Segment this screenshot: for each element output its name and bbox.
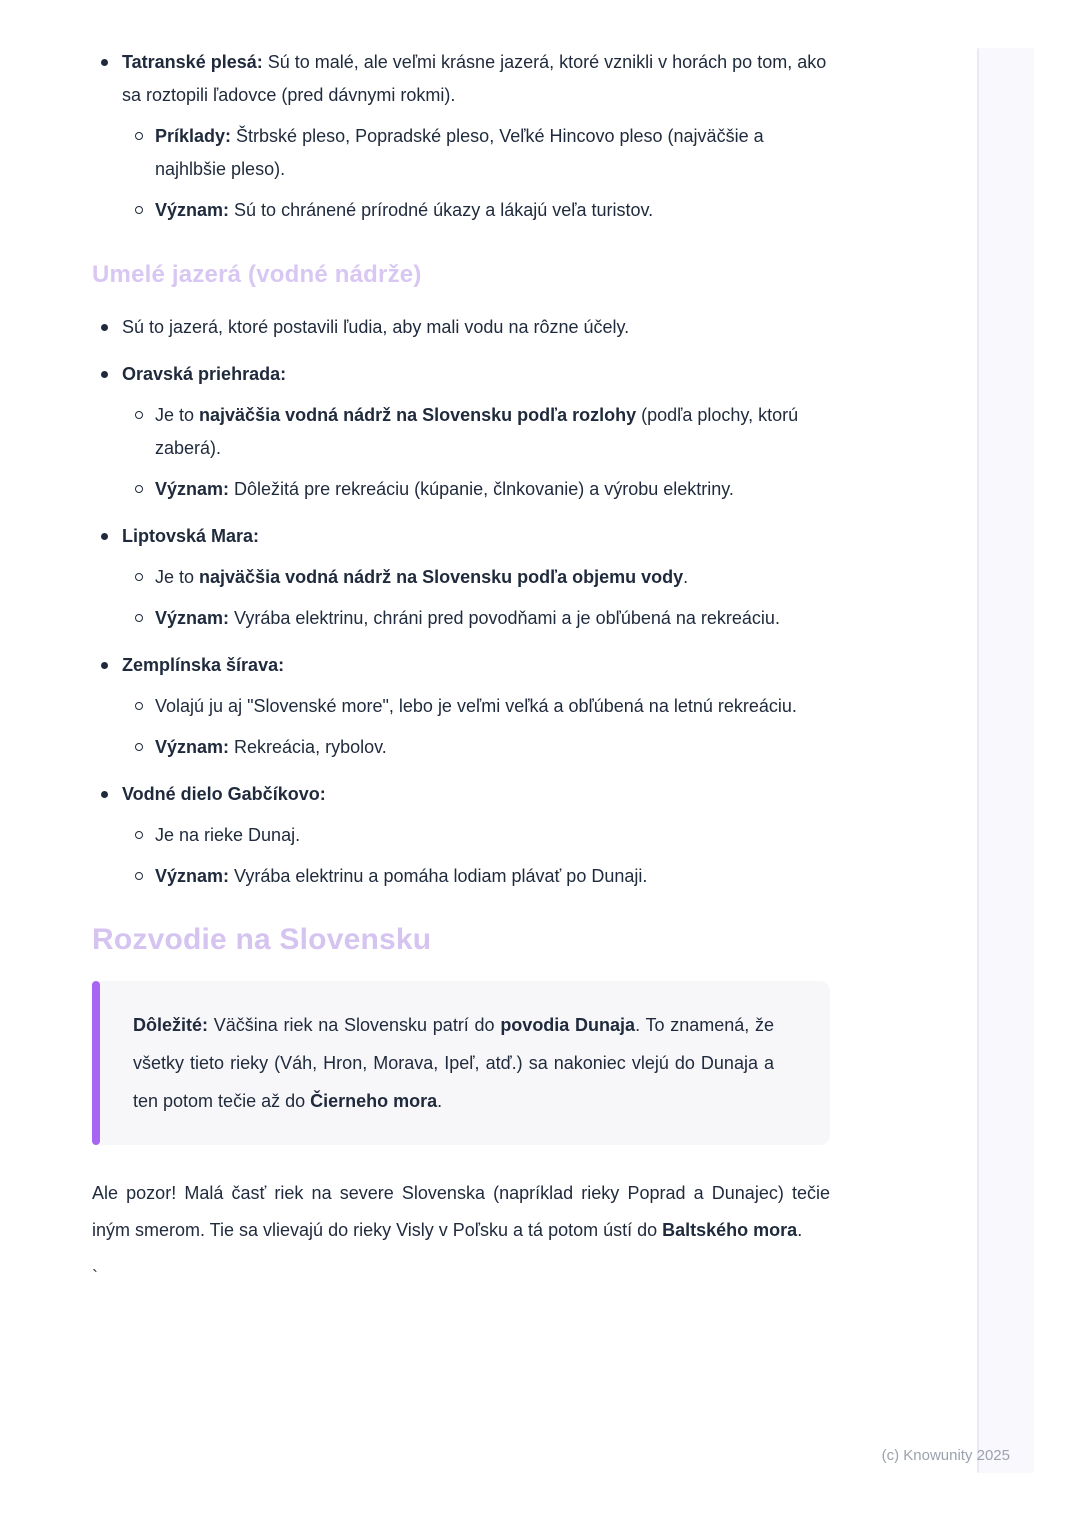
list-item <box>92 358 830 391</box>
page-edge-panel <box>977 48 1034 1473</box>
list-item-text <box>155 696 797 716</box>
list-item-text <box>155 126 764 179</box>
list-item-text <box>155 737 387 757</box>
bullet-disc-icon <box>101 59 108 66</box>
bullet-circle-icon <box>135 206 143 214</box>
list-item-text <box>155 608 780 628</box>
list-item <box>92 778 830 811</box>
text-run: Význam: <box>155 608 230 628</box>
list-item-text <box>122 655 284 675</box>
text-run: najväčšia vodná nádrž na Slovensku podľa rozlohy <box>199 405 637 425</box>
list-item <box>92 194 830 227</box>
bullet-disc-icon <box>101 371 108 378</box>
list-item <box>92 46 830 112</box>
list-item <box>92 731 830 764</box>
bullet-circle-icon <box>135 573 143 581</box>
text-run: povodia Dunaja <box>500 1015 636 1035</box>
list-item-text <box>155 405 798 458</box>
callout-text <box>133 1006 774 1120</box>
list-item-text <box>155 479 734 499</box>
text-run: Význam: <box>155 200 230 220</box>
text-run: Je to <box>155 405 200 425</box>
text-run: Sú to jazerá, ktoré postavili ľudia, aby mali vodu na rôzne účely. <box>122 317 630 337</box>
text-run: Vyrába elektrinu a pomáha lodiam plávať po Dunaji. <box>229 866 648 886</box>
text-run: Vodné dielo Gabčíkovo: <box>122 784 326 804</box>
list-item <box>92 561 830 594</box>
bullet-circle-icon <box>135 872 143 880</box>
text-run: Význam: <box>155 479 230 499</box>
text-run: Dôležitá pre rekreáciu (kúpanie, člnkovanie) a výrobu elektriny. <box>229 479 734 499</box>
text-run: Štrbské pleso, Popradské pleso, Veľké Hincovo pleso (najväčšie a najhlbšie pleso). <box>155 126 764 179</box>
list-item-text <box>155 866 647 886</box>
callout-accent-bar <box>92 981 100 1145</box>
list-umele-jazera <box>92 311 830 893</box>
text-run: Čierneho mora <box>310 1091 438 1111</box>
list-item-text <box>122 317 629 337</box>
text-run: Dôležité: <box>133 1015 209 1035</box>
list-item <box>92 690 830 723</box>
text-run: Vyrába elektrinu, chráni pred povodňami a je obľúbená na rekreáciu. <box>229 608 780 628</box>
text-run: Zemplínska šírava: <box>122 655 285 675</box>
text-run: Väčšina riek na Slovensku patrí do <box>208 1015 501 1035</box>
text-run: najväčšia vodná nádrž na Slovensku podľa objemu vody <box>199 567 684 587</box>
text-run: Je na rieke Dunaj. <box>155 825 301 845</box>
list-item <box>92 819 830 852</box>
text-run: Tatranské plesá: <box>122 52 263 72</box>
text-run: Sú to malé, ale veľmi krásne jazerá, ktoré vznikli v horách po tom, ako sa roztopili ľadovce (pred dávnymi rokmi). <box>122 52 827 105</box>
text-run: . To znamená, že všetky tieto rieky (Váh, Hron, Morava, Ipeľ, atď.) sa nakoniec vlejú do Dunaja a ten potom tečie až do <box>133 1015 775 1111</box>
bullet-disc-icon <box>101 662 108 669</box>
list-item-text <box>122 364 286 384</box>
list-item-text <box>122 526 259 546</box>
list-item-text <box>155 825 300 845</box>
list-item-text <box>122 52 826 105</box>
list-item-text <box>155 567 688 587</box>
bullet-circle-icon <box>135 485 143 493</box>
bullet-circle-icon <box>135 411 143 419</box>
list-item <box>92 649 830 682</box>
list-item-text <box>155 200 653 220</box>
text-run: Rekreácia, rybolov. <box>229 737 387 757</box>
bullet-circle-icon <box>135 132 143 140</box>
callout-box <box>92 981 830 1145</box>
bullet-disc-icon <box>101 324 108 331</box>
bullet-disc-icon <box>101 533 108 540</box>
text-run: Význam: <box>155 737 230 757</box>
bullet-disc-icon <box>101 791 108 798</box>
paragraph-ale-pozor <box>92 1175 830 1249</box>
list-tatranske-plesa <box>92 46 830 227</box>
bullet-circle-icon <box>135 614 143 622</box>
text-run: (podľa plochy, ktorú zaberá). <box>155 405 799 458</box>
text-run: . <box>683 567 689 587</box>
list-item <box>92 602 830 635</box>
footer-copyright: (c) Knowunity 2025 <box>881 1447 1010 1464</box>
list-item <box>92 860 830 893</box>
text-run: . <box>437 1091 443 1111</box>
bullet-circle-icon <box>135 702 143 710</box>
list-item <box>92 311 830 344</box>
bullet-circle-icon <box>135 831 143 839</box>
text-run: Ale pozor! Malá časť riek na severe Slovenska (napríklad rieky Poprad a Dunajec) tečie iným smerom. Tie sa vlievajú do rieky Visly v Poľsku a tá potom ústí do <box>92 1183 830 1240</box>
text-run: . <box>797 1220 803 1240</box>
text-run: Je to <box>155 567 200 587</box>
list-item <box>92 120 830 186</box>
text-run: Oravská priehrada: <box>122 364 287 384</box>
text-run: Volajú ju aj "Slovenské more", lebo je veľmi veľká a obľúbená na letnú rekreáciu. <box>155 696 797 716</box>
heading-umele-jazera: Umelé jazerá (vodné nádrže) <box>92 261 422 288</box>
text-run: Liptovská Mara: <box>122 526 260 546</box>
text-run: Baltského mora <box>662 1220 798 1240</box>
list-item-text <box>122 784 326 804</box>
stray-backtick-mark: ` <box>92 1267 98 1287</box>
bullet-circle-icon <box>135 743 143 751</box>
list-item <box>92 399 830 465</box>
list-item <box>92 520 830 553</box>
document-content <box>92 46 830 1287</box>
text-run: Príklady: <box>155 126 232 146</box>
list-item <box>92 473 830 506</box>
heading-rozvodie-na-slovensku: Rozvodie na Slovensku <box>92 923 432 956</box>
text-run: Význam: <box>155 866 230 886</box>
text-run: Sú to chránené prírodné úkazy a lákajú veľa turistov. <box>229 200 654 220</box>
